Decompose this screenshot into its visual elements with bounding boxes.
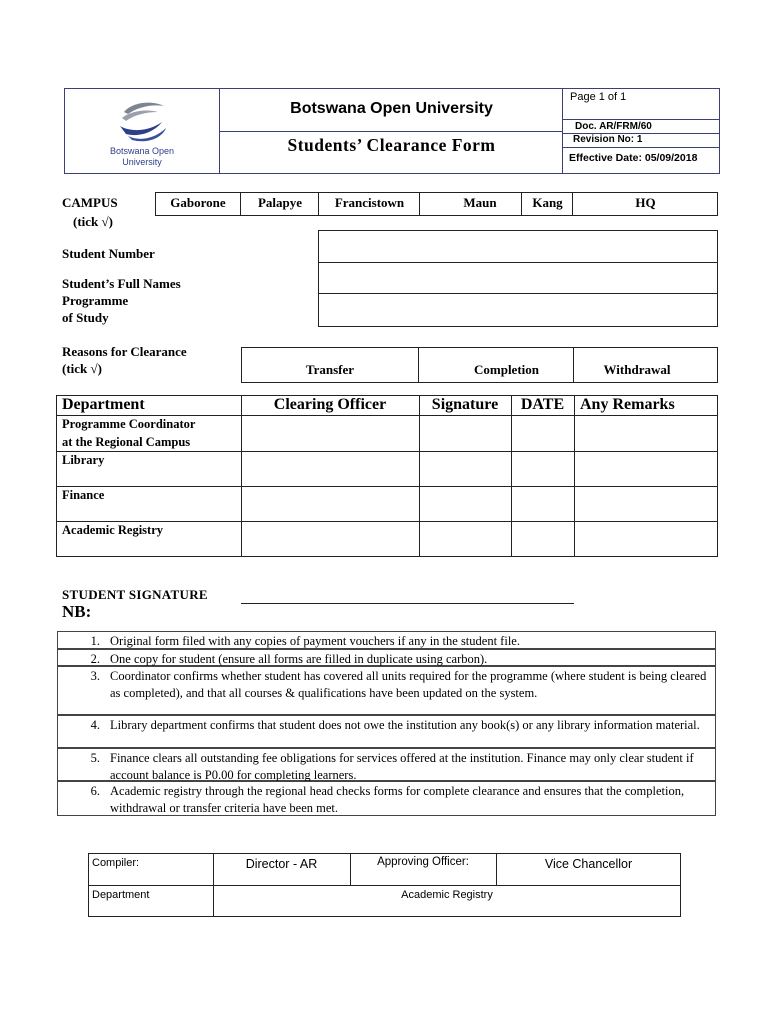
programme-input[interactable] (318, 293, 718, 327)
programme-label-line1: Programme (62, 293, 129, 308)
page-number: Page 1 of 1 (570, 91, 627, 103)
col-line-3 (511, 395, 512, 557)
revision-number: Revision No: 1 (573, 134, 643, 145)
approval-row-line (88, 885, 681, 886)
note-item: 3. Coordinator confirms whether student has covered all units required for the programme (where student is being cleared as completed), and that all courses & qualifications have been updated on the system. (57, 666, 716, 715)
header-right-line3 (562, 147, 720, 148)
campus-option-francistown[interactable]: Francistown (319, 192, 420, 216)
student-number-input[interactable] (318, 230, 718, 263)
row-finance: Finance (62, 488, 105, 502)
header-date: DATE (520, 396, 565, 413)
row-line-1 (56, 415, 718, 416)
logo-cell (64, 88, 220, 174)
programme-label-line2: of Study (62, 310, 109, 325)
nb-label: NB: (62, 602, 92, 621)
department-value: Academic Registry (401, 889, 493, 901)
row-line-2 (56, 451, 718, 452)
note-item: 5. Finance clears all outstanding fee obligations for services offered at the institution. Finance may only clear student if account balance is P0.00 for completing learners. (57, 748, 716, 781)
doc-number: Doc. AR/FRM/60 (575, 121, 652, 132)
row-line-3 (56, 486, 718, 487)
logo-text-line1: Botswana Open (109, 146, 175, 156)
note-item: 2. One copy for student (ensure all forms are filled in duplicate using carbon). (57, 649, 716, 666)
student-signature-label: STUDENT SIGNATURE (62, 587, 208, 602)
form-title: Students’ Clearance Form (287, 135, 496, 155)
compiler-label: Compiler: (92, 857, 140, 869)
student-signature-line[interactable] (241, 603, 574, 604)
campus-option-palapye[interactable]: Palapye (241, 192, 319, 216)
note-item: 1. Original form filed with any copies of payment vouchers if any in the student file. (57, 631, 716, 649)
reasons-label: Reasons for Clearance (62, 344, 187, 359)
student-names-label: Student’s Full Names (62, 276, 181, 291)
signature-cell-coordinator[interactable] (421, 417, 509, 450)
row-academic-registry: Academic Registry (62, 523, 164, 537)
campus-tick-hint: (tick √) (73, 214, 113, 229)
campus-option-maun[interactable]: Maun (420, 192, 522, 216)
header-right-line1 (562, 119, 720, 120)
col-line-2 (419, 395, 420, 557)
department-label: Department (92, 889, 150, 901)
row-line-4 (56, 521, 718, 522)
campus-option-hq[interactable]: HQ (635, 195, 656, 210)
university-name: Botswana Open University (290, 100, 493, 117)
approving-officer-label: Approving Officer: (377, 856, 469, 868)
campus-label: CAMPUS (62, 195, 118, 210)
note-item: 6. Academic registry through the regional head checks forms for complete clearance and ensures that the completion, withdrawal or transfer criteria have been met. (57, 781, 716, 816)
campus-option-kang[interactable]: Kang (522, 192, 573, 216)
reason-option-withdrawal[interactable]: Withdrawal (603, 362, 671, 377)
effective-date: Effective Date: 05/09/2018 (569, 152, 698, 164)
row-library: Library (62, 453, 105, 467)
header-signature: Signature (431, 396, 499, 413)
university-logo-icon (112, 98, 172, 144)
student-names-input[interactable] (318, 262, 718, 294)
header-remarks: Any Remarks (580, 396, 675, 413)
col-line-1 (241, 395, 242, 557)
remarks-cell-coordinator[interactable] (576, 417, 716, 450)
campus-option-gaborone[interactable]: Gaborone (155, 192, 241, 216)
date-cell-coordinator[interactable] (513, 417, 572, 450)
header-middle-divider (220, 131, 563, 132)
row-programme-coordinator-line1: Programme Coordinator (62, 417, 196, 431)
col-line-4 (574, 395, 575, 557)
row-programme-coordinator-line2: at the Regional Campus (62, 435, 191, 449)
logo-text-line2: University (122, 157, 162, 167)
reason-option-transfer[interactable]: Transfer (241, 347, 419, 383)
reasons-tick-hint: (tick √) (62, 361, 102, 376)
approving-officer-value: Vice Chancellor (544, 857, 633, 871)
header-department: Department (62, 396, 145, 413)
compiler-value: Director - AR (245, 857, 318, 871)
student-number-label: Student Number (62, 246, 155, 261)
header-clearing-officer: Clearing Officer (273, 396, 387, 413)
officer-cell-coordinator[interactable] (243, 417, 417, 450)
reason-option-completion[interactable]: Completion (419, 347, 574, 383)
note-item: 4. Library department confirms that student does not owe the institution any book(s) or any library information material. (57, 715, 716, 748)
